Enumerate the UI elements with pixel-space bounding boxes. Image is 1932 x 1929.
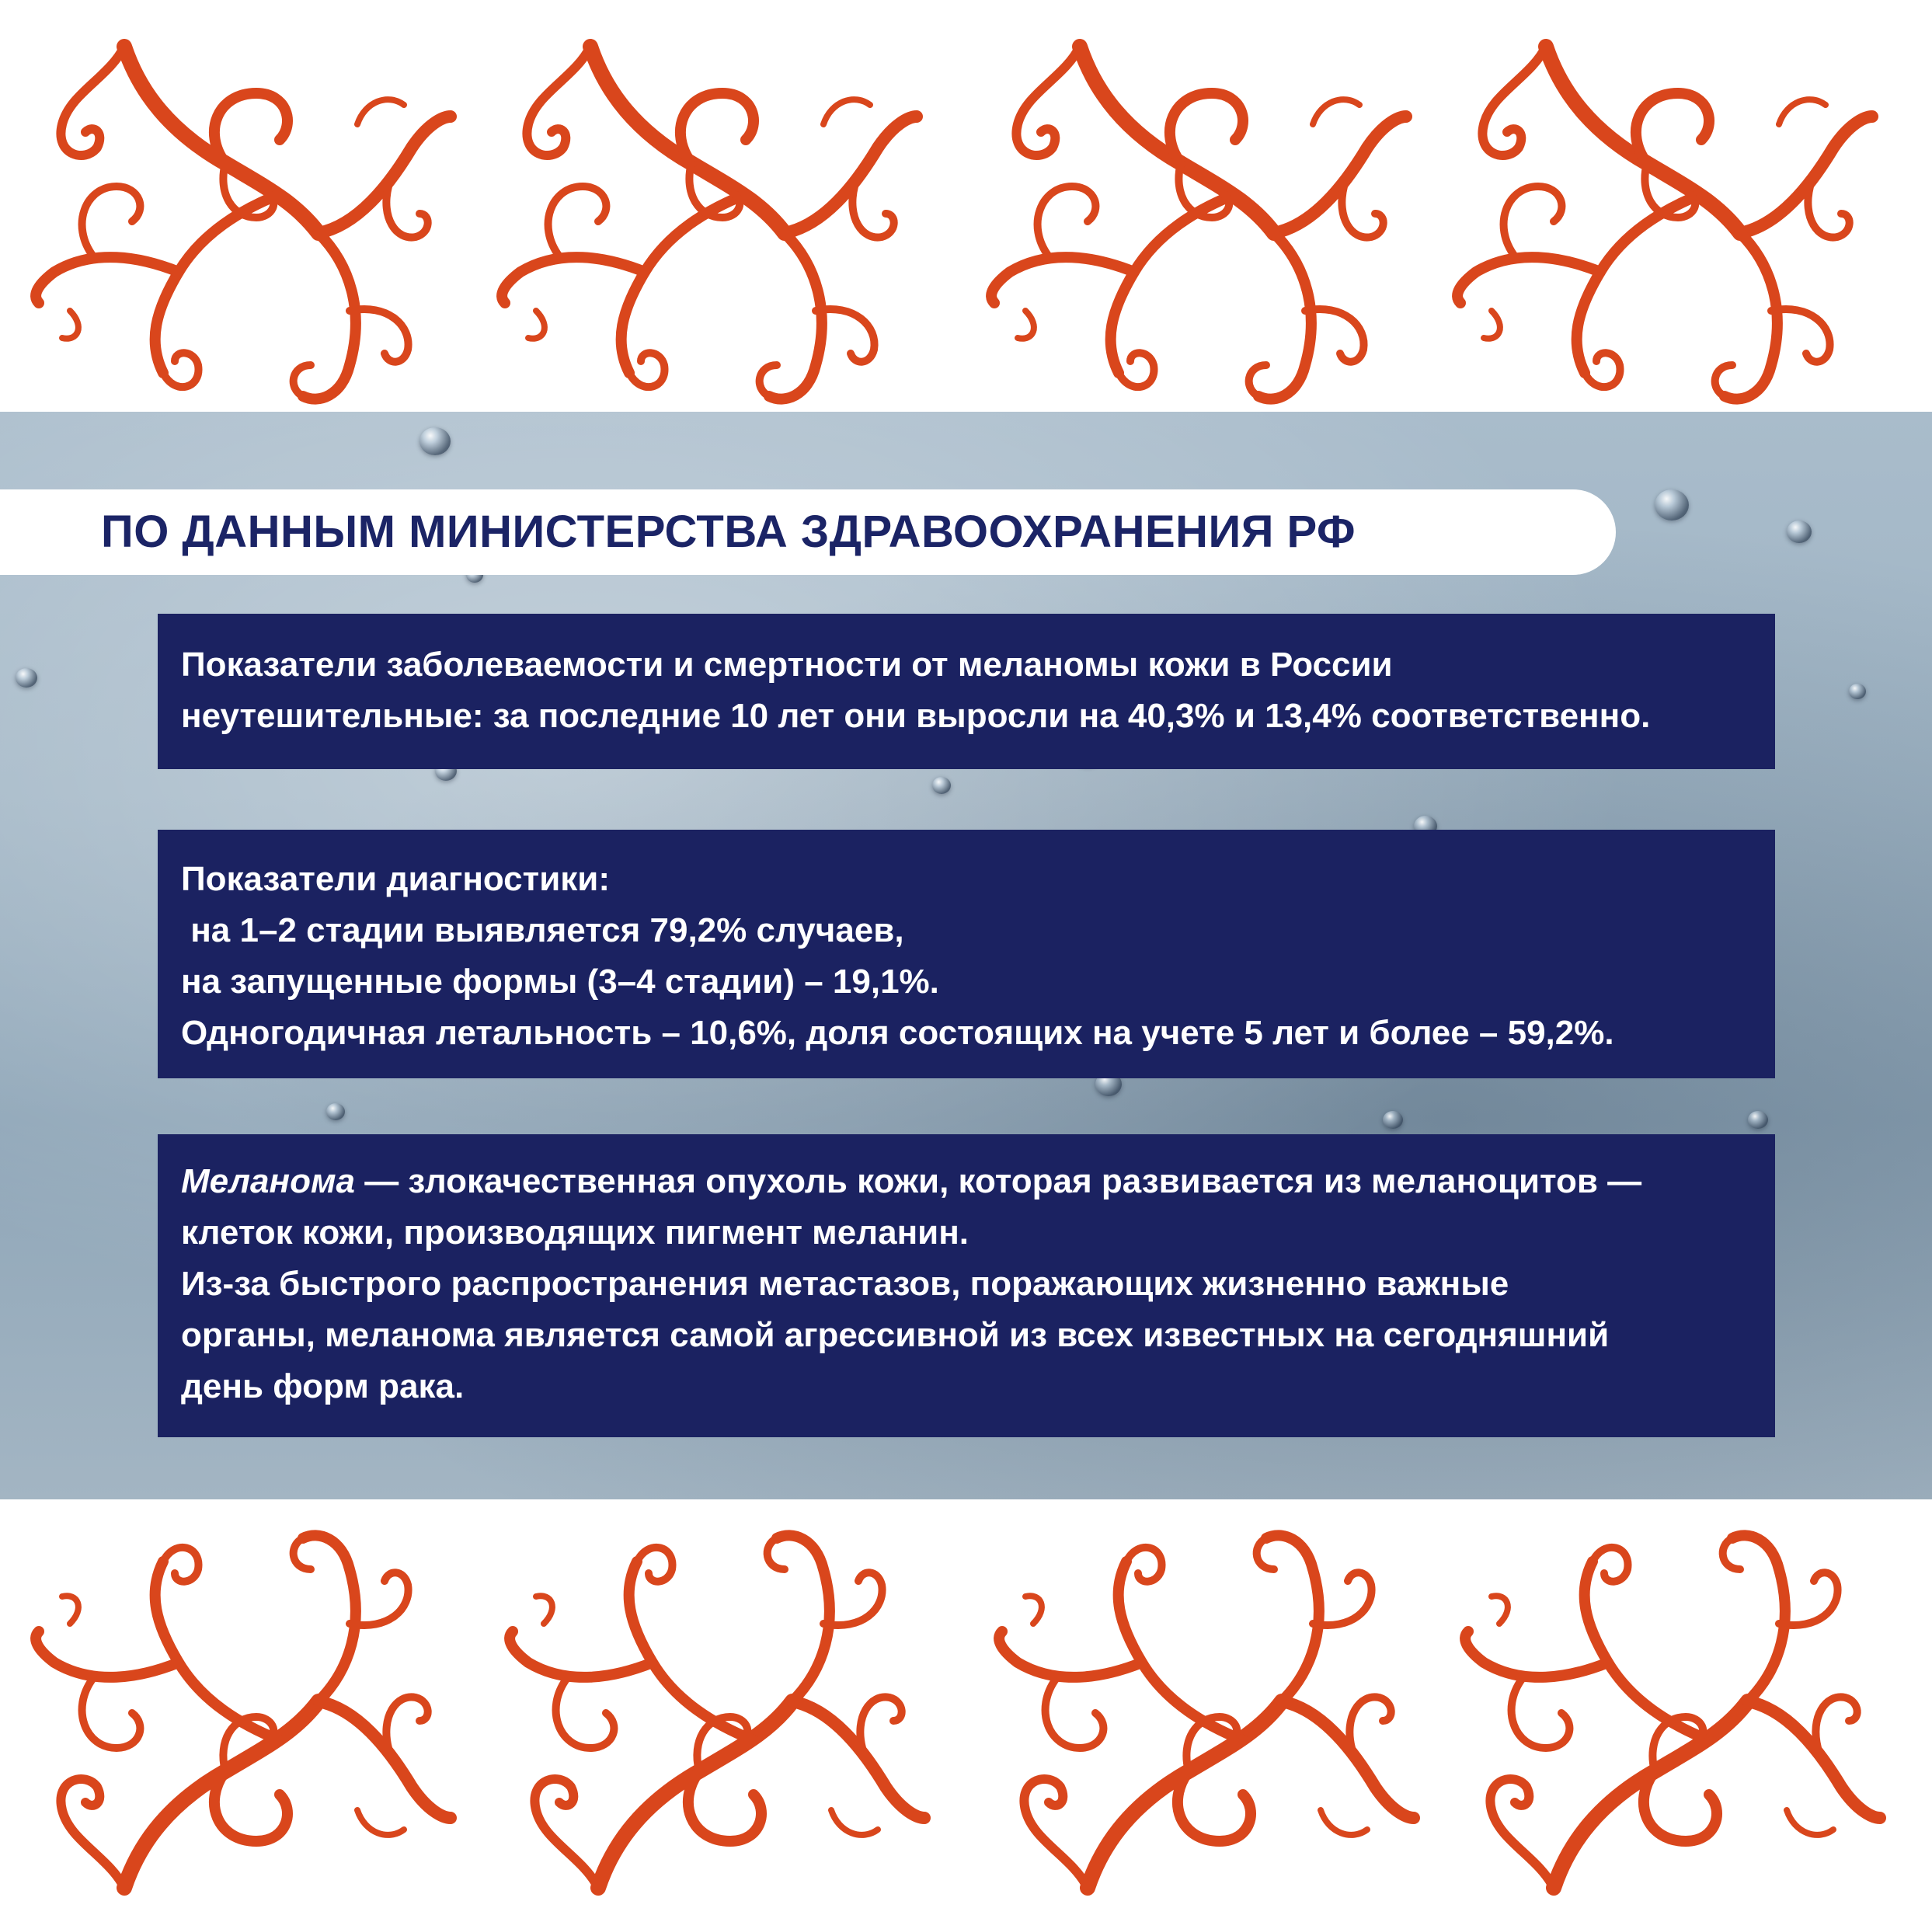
water-droplet [16,668,37,688]
swirl-tree-icon [979,31,1414,420]
incidence-line: неутешительные: за последние 10 лет они выросли на 40,3% и 13,4% соответственно. [181,697,1651,735]
diagnostics-line: Одногодичная летальность – 10,6%, доля состоящих на учете 5 лет и более – 59,2%. [181,1014,1614,1052]
definition-text: — злокачественная опухоль кожи, которая развивается из меланоцитов — [354,1162,1642,1200]
definition-line: органы, меланома является самой агрессивной из всех известных на сегодняшний [181,1316,1610,1354]
diagnostics-line: Показатели диагностики: [181,860,610,898]
water-droplet [932,777,951,794]
water-droplet [419,427,451,455]
incidence-box [158,614,1775,769]
melanoma-term: Меланома [181,1162,355,1200]
diagnostics-box [158,830,1775,1078]
bottom-ornament-row [0,1503,1932,1915]
swirl-tree-icon [1453,1515,1888,1903]
swirl-tree-icon [489,31,924,420]
water-droplet [1748,1111,1768,1129]
definition-line: клеток кожи, производящих пигмент меланин. [181,1213,969,1252]
definition-line: Из-за быстрого распространения метастазов, поражающих жизненно важные [181,1265,1509,1303]
top-ornament-row [0,0,1932,412]
swirl-tree-icon [497,1515,932,1903]
page-title: ПО ДАННЫМ МИНИСТЕРСТВА ЗДРАВООХРАНЕНИЯ РФ [101,507,1356,557]
water-droplet [1787,521,1812,543]
definition-line [181,1156,1752,1207]
incidence-line: Показатели заболеваемости и смертности от меланомы кожи в России [181,646,1393,684]
swirl-tree-icon [987,1515,1422,1903]
melanoma-definition-box [158,1134,1775,1437]
diagnostics-line: на запущенные формы (3–4 стадии) – 19,1%. [181,963,939,1001]
swirl-tree-icon [23,31,458,420]
droplet-banner [0,412,1932,1499]
water-droplet [326,1103,345,1120]
swirl-tree-icon [23,1515,458,1903]
water-droplet [1383,1111,1403,1129]
diagnostics-line: на 1–2 стадии выявляется 79,2% случаев, [181,911,904,949]
definition-line: день форм рака. [181,1367,465,1405]
water-droplet [1655,489,1689,521]
swirl-tree-icon [1445,31,1880,420]
heading-pill [0,489,1616,575]
water-droplet [1849,684,1866,699]
